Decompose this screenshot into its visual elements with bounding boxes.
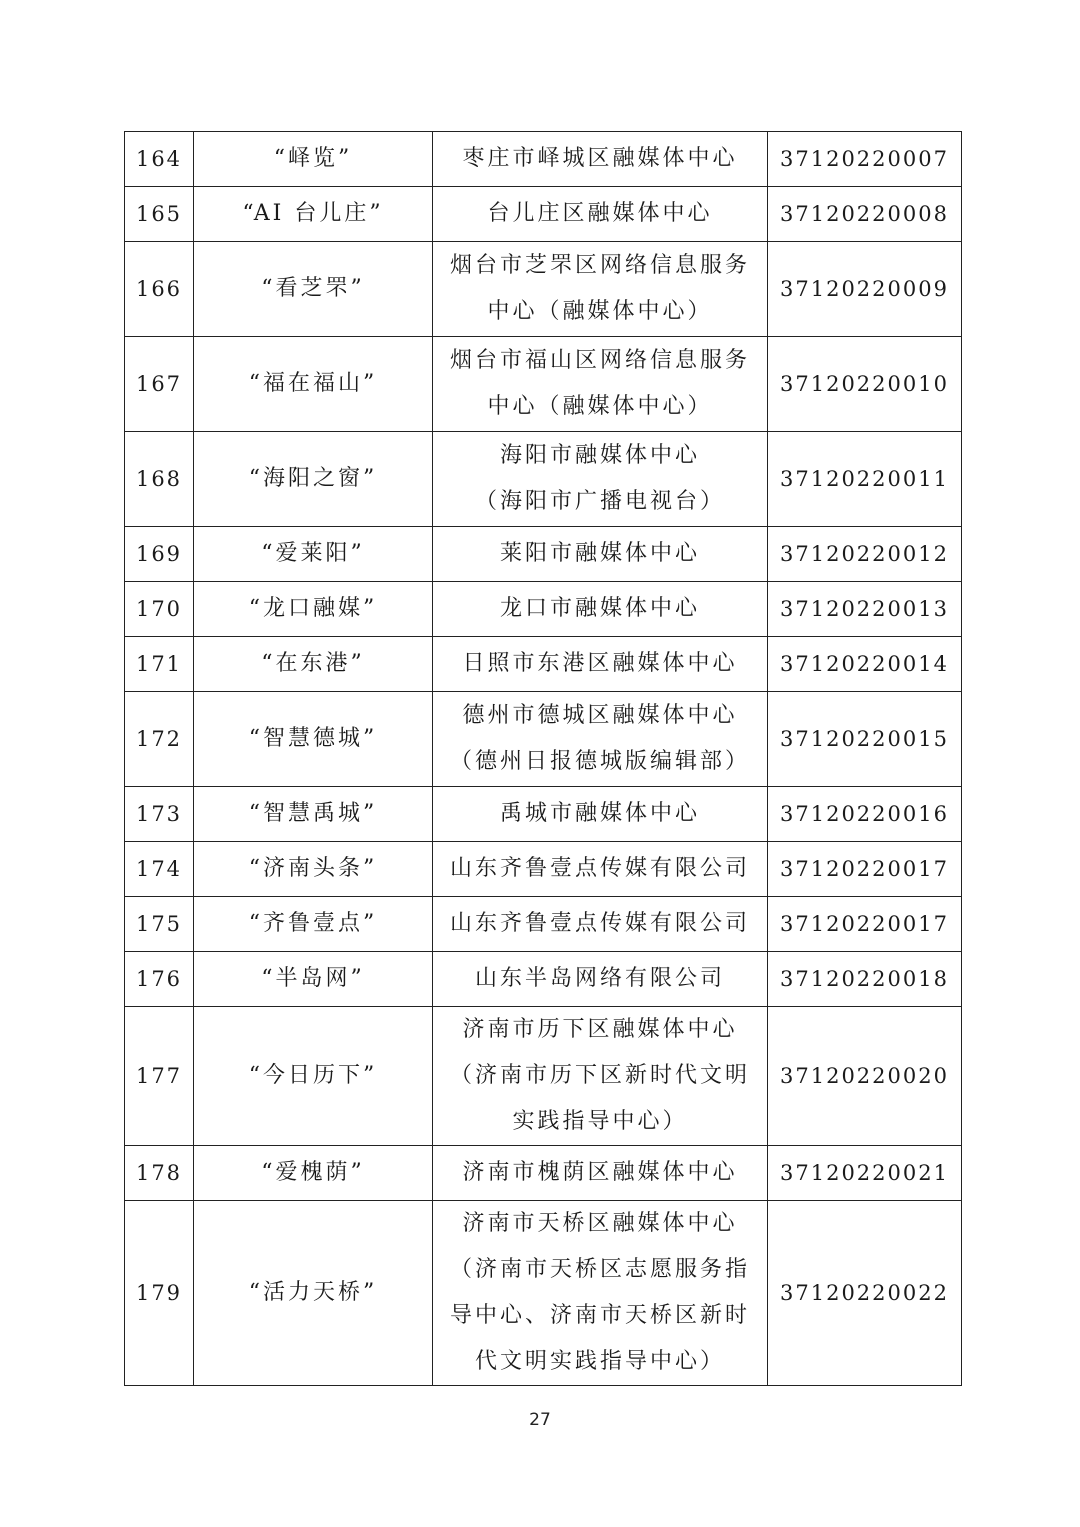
table-row [125, 1146, 962, 1201]
operating-unit-line: 龙口市融媒体中心 [499, 596, 700, 621]
registration-code-cell: 37120220021 [768, 1146, 962, 1201]
registration-code-cell: 37120220012 [768, 527, 962, 582]
table-row [125, 527, 962, 582]
table-row [125, 1201, 962, 1386]
operating-unit-cell [433, 582, 768, 637]
operating-unit-line: （德州日报德城版编辑部） [449, 749, 750, 774]
account-name-cell: “智慧禹城” [194, 787, 433, 842]
account-name-cell: “今日历下” [194, 1007, 433, 1146]
row-number-cell: 165 [125, 187, 194, 242]
table-row [125, 337, 962, 432]
account-name-cell: “爱槐荫” [194, 1146, 433, 1201]
page-number: 27 [529, 1410, 551, 1430]
account-name-cell: “爱莱阳” [194, 527, 433, 582]
operating-unit-cell [433, 952, 768, 1007]
operating-unit-cell [433, 1146, 768, 1201]
operating-unit-line: 济南市天桥区融媒体中心 [462, 1211, 738, 1236]
table-row [125, 692, 962, 787]
operating-unit-cell [433, 1201, 768, 1386]
row-number-cell: 166 [125, 242, 194, 337]
operating-unit-line: 山东半岛网络有限公司 [474, 966, 725, 991]
operating-unit-cell [433, 242, 768, 337]
registration-code-cell: 37120220022 [768, 1201, 962, 1386]
row-number-cell: 169 [125, 527, 194, 582]
table-row [125, 842, 962, 897]
account-name-cell: “智慧德城” [194, 692, 433, 787]
operating-unit-line: 日照市东港区融媒体中心 [462, 651, 738, 676]
table-row [125, 432, 962, 527]
account-name-cell: “在东港” [194, 637, 433, 692]
registration-code-cell: 37120220018 [768, 952, 962, 1007]
account-name-cell: “齐鲁壹点” [194, 897, 433, 952]
row-number-cell: 173 [125, 787, 194, 842]
account-name-cell: “福在福山” [194, 337, 433, 432]
table-row [125, 242, 962, 337]
operating-unit-line: 代文明实践指导中心） [474, 1349, 725, 1374]
operating-unit-cell [433, 842, 768, 897]
row-number-cell: 179 [125, 1201, 194, 1386]
operating-unit-line: 山东齐鲁壹点传媒有限公司 [449, 856, 750, 881]
operating-unit-line: 海阳市融媒体中心 [499, 443, 700, 468]
operating-unit-line: 德州市德城区融媒体中心 [462, 703, 738, 728]
registration-code-cell: 37120220011 [768, 432, 962, 527]
operating-unit-line: 莱阳市融媒体中心 [499, 541, 700, 566]
registration-code-cell: 37120220009 [768, 242, 962, 337]
account-name-cell: “活力天桥” [194, 1201, 433, 1386]
operating-unit-line: （济南市天桥区志愿服务指 [449, 1257, 750, 1282]
operating-unit-line: 烟台市芝罘区网络信息服务 [449, 253, 750, 278]
account-name-cell: “济南头条” [194, 842, 433, 897]
operating-unit-line: 烟台市福山区网络信息服务 [449, 348, 750, 373]
registry-table [124, 131, 962, 1386]
operating-unit-line: （海阳市广播电视台） [474, 489, 725, 514]
registration-code-cell: 37120220014 [768, 637, 962, 692]
row-number-cell: 171 [125, 637, 194, 692]
operating-unit-cell [433, 1007, 768, 1146]
row-number-cell: 172 [125, 692, 194, 787]
operating-unit-cell [433, 337, 768, 432]
row-number-cell: 168 [125, 432, 194, 527]
row-number-cell: 174 [125, 842, 194, 897]
account-name-cell: “半岛网” [194, 952, 433, 1007]
account-name-cell: “龙口融媒” [194, 582, 433, 637]
registration-code-cell: 37120220016 [768, 787, 962, 842]
table-row [125, 787, 962, 842]
row-number-cell: 176 [125, 952, 194, 1007]
operating-unit-cell [433, 187, 768, 242]
operating-unit-line: 中心（融媒体中心） [487, 394, 713, 419]
operating-unit-line: （济南市历下区新时代文明 [449, 1063, 750, 1088]
table-row [125, 582, 962, 637]
account-name-cell: “AI 台儿庄” [194, 187, 433, 242]
row-number-cell: 170 [125, 582, 194, 637]
operating-unit-line: 济南市历下区融媒体中心 [462, 1017, 738, 1042]
registration-code-cell: 37120220008 [768, 187, 962, 242]
account-name-cell: “峄览” [194, 132, 433, 187]
operating-unit-cell [433, 897, 768, 952]
row-number-cell: 178 [125, 1146, 194, 1201]
table-row [125, 187, 962, 242]
row-number-cell: 167 [125, 337, 194, 432]
row-number-cell: 175 [125, 897, 194, 952]
table-row [125, 952, 962, 1007]
operating-unit-cell [433, 132, 768, 187]
account-name-cell: “看芝罘” [194, 242, 433, 337]
table-row [125, 897, 962, 952]
operating-unit-line: 济南市槐荫区融媒体中心 [462, 1160, 738, 1185]
operating-unit-cell [433, 527, 768, 582]
operating-unit-line: 实践指导中心） [512, 1109, 688, 1134]
table-row [125, 637, 962, 692]
registration-code-cell: 37120220015 [768, 692, 962, 787]
registration-code-cell: 37120220017 [768, 897, 962, 952]
registration-code-cell: 37120220010 [768, 337, 962, 432]
operating-unit-line: 台儿庄区融媒体中心 [487, 201, 713, 226]
operating-unit-line: 枣庄市峄城区融媒体中心 [462, 146, 738, 171]
registration-code-cell: 37120220013 [768, 582, 962, 637]
registration-code-cell: 37120220017 [768, 842, 962, 897]
operating-unit-cell [433, 637, 768, 692]
operating-unit-line: 山东齐鲁壹点传媒有限公司 [449, 911, 750, 936]
row-number-cell: 164 [125, 132, 194, 187]
operating-unit-cell [433, 692, 768, 787]
operating-unit-line: 导中心、济南市天桥区新时 [449, 1303, 750, 1328]
operating-unit-line: 禹城市融媒体中心 [499, 801, 700, 826]
operating-unit-line: 中心（融媒体中心） [487, 299, 713, 324]
table-row [125, 1007, 962, 1146]
table-row [125, 132, 962, 187]
account-name-cell: “海阳之窗” [194, 432, 433, 527]
row-number-cell: 177 [125, 1007, 194, 1146]
registration-code-cell: 37120220020 [768, 1007, 962, 1146]
table-body [125, 132, 962, 1386]
operating-unit-cell [433, 787, 768, 842]
registry-table-container [124, 131, 961, 1386]
registration-code-cell: 37120220007 [768, 132, 962, 187]
operating-unit-cell [433, 432, 768, 527]
